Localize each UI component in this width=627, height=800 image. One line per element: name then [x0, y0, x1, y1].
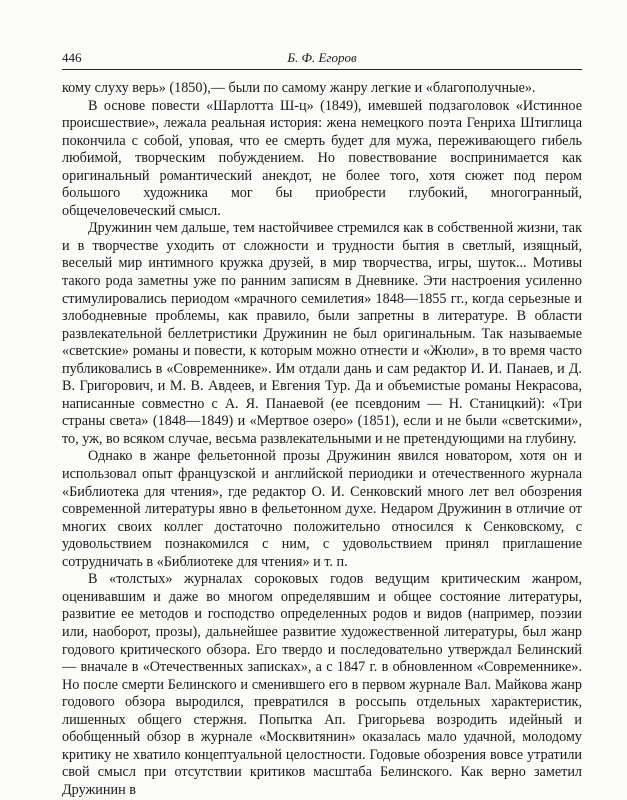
header-rule — [62, 69, 582, 70]
paragraph-3: Дружинин чем дальше, тем настойчивее стремился как в собственной жизни, так и в творчестве уходить от сложности и трудности бытия в светлый, изящный, веселый мир интимного кружка друзей, в мир творчества, игры, шуток... Мотивы такого рода заметны уже по ранним записям в Дневнике. Эти настроения усиленно стимулировались периодом «мрачного семилетия» 1848—1855 гг., когда серьезные и злободневные проблемы, как правило, были запретны в литературе. В области развлекательной беллетристики Дружинин не был оригинальным. Так называемые «светские» романы и повести, к которым можно отнести и «Жюли», в то время часто публиковались в «Современнике». Им отдали дань и сам редактор И. И. Панаев, и Д. В. Григорович, и М. В. Авдеев, и Евгения Тур. Да и объемистые романы Некрасова, написанные совместно с А. Я. Панаевой (ее псевдоним — Н. Станицкий): «Три страны света» (1848—1849) и «Мертвое озеро» (1851), если и не были «светскими», то, уж, во всяком случае, весьма развлекательными и не претендующими на глубину. — [62, 220, 582, 447]
paragraph-5: В «толстых» журналах сороковых годов ведущим критическим жанром, оценивавшим и даже во многом определявшим и общее состояние литературы, развитие ее методов и господство определенных родов и видов (например, поэзии или, наоборот, прозы), дальнейшее развитие художественной литературы, был жанр годового критического обзора. Его твердо и последовательно утверждал Белинский — вначале в «Отечественных записках», а с 1847 г. в обновленном «Современнике». Но после смерти Белинского и сменившего его в первом журнале Вал. Майкова жанр годового обзора выродился, превратился в россыпь отдельных характеристик, лишенных общего стержня. Попытка Ап. Григорьева возродить идейный и обобщенный обзор в журнале «Москвитянин» оказалась мало удачной, молодому критику не хватило концептуальной целостности. Годовые обозрения вовсе утратили свой смысл при отсутствии критиков масштаба Белинского. Как верно заметил Дружинин в — [62, 571, 582, 798]
paragraph-2: В основе повести «Шарлотта Ш-ц» (1849), имевшей подзаголовок «Истинное происшествие», лежала реальная история: жена немецкого поэта Генриха Штиглица покончила с собой, уповая, что ее смерть будет для мужа, переживающего гибель любимой, творческим побуждением. Но повествование воспринимается как оригинальный романтический анекдот, не более того, хотя сюжет под пером большого художника мог бы приобрести глубокий, многогранный, общечеловеческий смысл. — [62, 97, 582, 219]
page-number: 446 — [62, 50, 82, 65]
paragraph-1: кому слуху верь» (1850),— были по самому жанру легкие и «благополучные». — [62, 80, 536, 96]
running-head: Б. Ф. Егоров — [287, 50, 357, 65]
paragraph-4: Однако в жанре фельетонной прозы Дружинин явился новатором, хотя он и использовал опыт французской и английской периодики и отечественного журнала «Библиотека для чтения», где редактор О. И. Сенковский много лет вел обозрения современной литературы явно в фельетонном духе. Недаром Дружинин в отличие от многих своих коллег достаточно положительно относился к Сенковскому, с удовольствием познакомился с ним, с удовольствием принял приглашение сотрудничать в «Библиотеке для чтения» и т. п. — [62, 448, 582, 570]
body-text — [62, 80, 582, 799]
page-header — [62, 48, 582, 68]
